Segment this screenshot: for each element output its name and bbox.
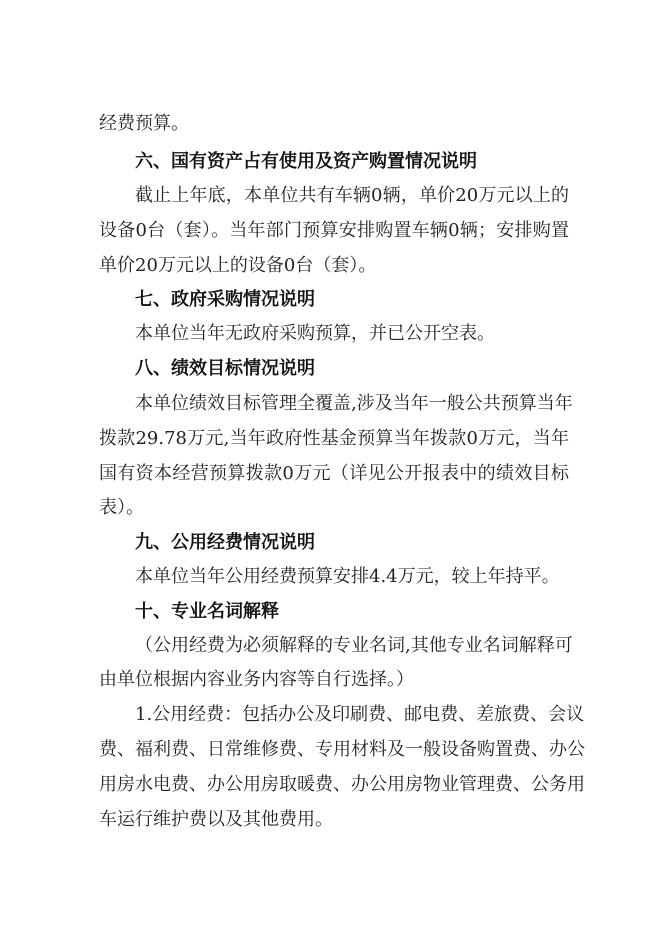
section-heading-10: 十、专业名词解释 [135,601,279,622]
paragraph-line: 经费预算。 [99,113,189,134]
paragraph-line: 截止上年底，本单位共有车辆0辆，单价20万元以上的 [135,185,569,206]
paragraph-line: 国有资本经营预算拨款0万元（详见公开报表中的绩效目标 [99,463,569,484]
paragraph-line: 1.公用经费：包括办公及印刷费、邮电费、差旅费、会议 [135,704,585,725]
paragraph-line: 车运行维护费以及其他费用。 [99,809,333,830]
paragraph-line: 用房水电费、办公用房取暖费、办公用房物业管理费、公务用 [99,774,585,795]
paragraph-line: 单价20万元以上的设备0台（套）。 [99,255,377,276]
paragraph-line: 由单位根据内容业务内容等自行选择。） [99,669,414,690]
section-heading-8: 八、绩效目标情况说明 [135,358,315,379]
paragraph-line: 表）。 [99,497,144,518]
paragraph-line: 本单位绩效目标管理全覆盖,涉及当年一般公共预算当年 [135,393,573,414]
paragraph-line: 本单位当年无政府采购预算，并已公开空表。 [135,323,495,344]
paragraph-line: 费、福利费、日常维修费、专用材料及一般设备购置费、办公 [99,739,585,760]
paragraph-line: 设备0台（套）。当年部门预算安排购置车辆0辆；安排购置 [99,220,569,241]
section-heading-6: 六、国有资产占有使用及资产购置情况说明 [135,151,477,172]
paragraph-line: 本单位当年公用经费预算安排4.4万元，较上年持平。 [135,566,560,587]
section-heading-7: 七、政府采购情况说明 [135,289,315,310]
paragraph-line: （公用经费为必须解释的专业名词,其他专业名词解释可 [135,635,573,656]
section-heading-9: 九、公用经费情况说明 [135,532,315,553]
paragraph-line: 拨款29.78万元,当年政府性基金预算当年拨款0万元，当年 [99,428,569,449]
